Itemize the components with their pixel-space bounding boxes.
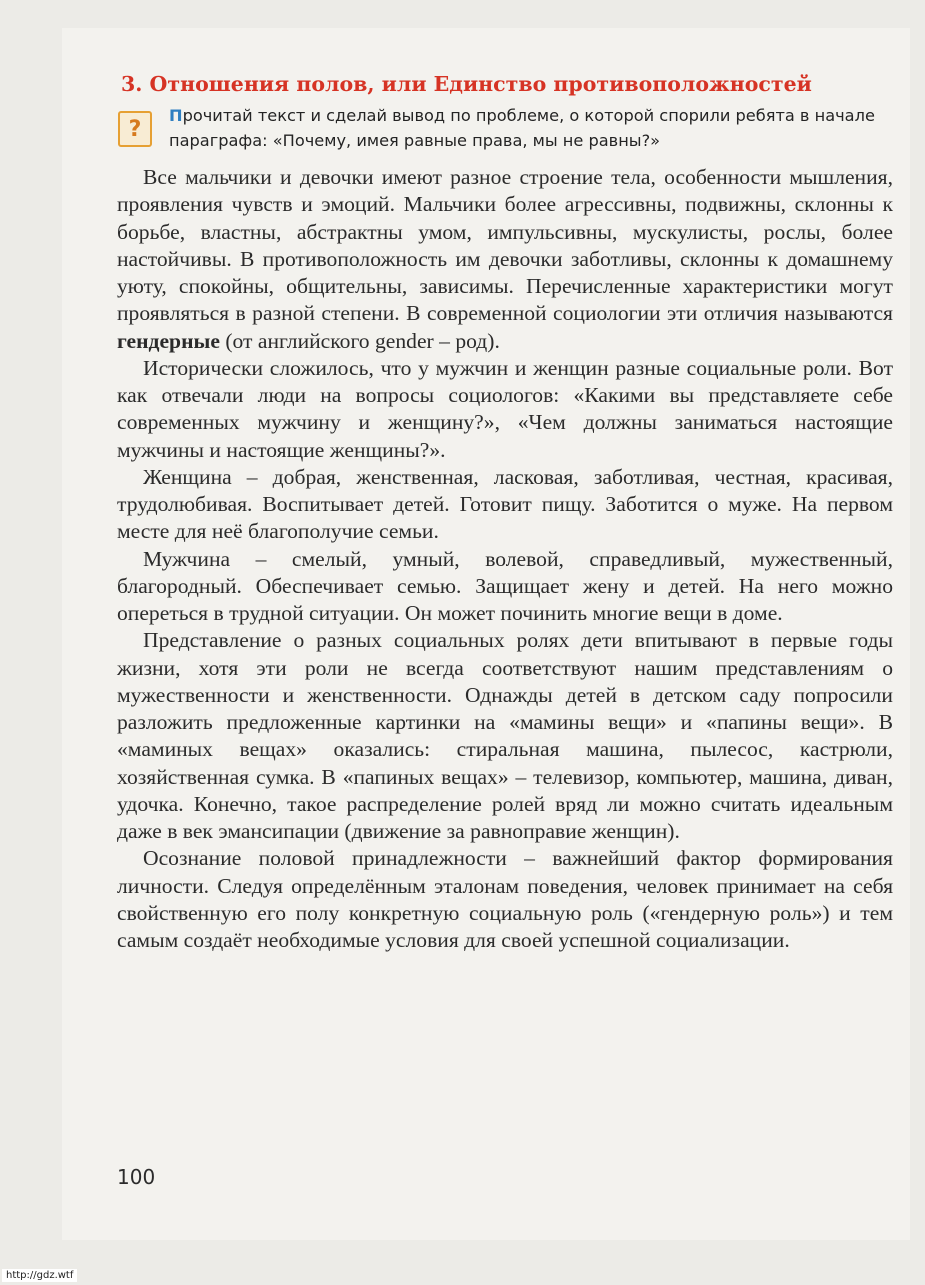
site-watermark: http://gdz.wtf: [2, 1269, 77, 1282]
question-icon: ?: [118, 111, 152, 147]
paragraph-man: Мужчина – смелый, умный, волевой, справедливый, мужественный, благородный. Обеспечивает семью. Защищает жену и детей. На него можно опереться в трудной ситуации. Он может починить многие вещи в доме.: [117, 546, 893, 625]
paragraph-woman: Женщина – добрая, женственная, ласковая, заботливая, честная, красивая, трудолюбивая. Воспитывает детей. Готовит пищу. Заботится о муже. На первом месте для неё благополучие семьи.: [117, 464, 893, 544]
paragraph-identity: Осознание половой принадлежности – важнейший фактор формирования личности. Следуя определённым эталонам поведения, человек принимает на себя свойственную его полу конкретную социальную роль («гендерную роль») и тем самым создаёт необходимые условия для своей успешной социализации.: [117, 846, 893, 952]
body-text: [117, 164, 893, 954]
paragraph-gender: [117, 164, 893, 355]
paragraph-gender-end: (от английского gender – род).: [225, 328, 500, 353]
section-heading: 3. Отношения полов, или Единство противоположностей: [121, 72, 812, 96]
task-body: рочитай текст и сделай вывод по проблеме, о которой спорили ребята в начале параграфа: «Почему, имея равные права, мы не равны?»: [169, 106, 875, 150]
term-gender: гендерные: [117, 328, 220, 353]
paragraph-social-roles: Исторически сложилось, что у мужчин и женщин разные социальные роли. Вот как отвечали люди на вопросы социологов: «Какими вы представляете себе современных мужчину и женщину?», «Чем должны заниматься настоящие мужчины и настоящие женщины?».: [117, 355, 893, 462]
paragraph-gender-start: Все мальчики и девочки имеют разное строение тела, особенности мышления, проявления чувств и эмоций. Мальчики более агрессивны, подвижны, склонны к борьбе, властны, абстрактны умом, импульсивны, мускулисты, рослы, более настойчивы. В противоположность им девочки заботливы, склонны к домашнему уюту, спокойны, общительны, зависимы. Перечисленные характеристики могут проявляться в разной степени. В современной социологии эти отличия называются: [117, 165, 893, 326]
task-text: [169, 103, 899, 153]
page-number: 100: [117, 1165, 156, 1189]
paragraph-children: Представление о разных социальных ролях дети впитывают в первые годы жизни, хотя эти роли не всегда соответствуют нашим представлениям о мужественности и женственности. Однажды детей в детском саду попросили разложить предложенные картинки на «мамины вещи» и «папины вещи». В «маминых вещах» оказались: стиральная машина, пылесос, кастрюли, хозяйственная сумка. В «папиных вещах» – телевизор, компьютер, машина, диван, удочка. Конечно, такое распределение ролей вряд ли можно считать идеальным даже в век эмансипации (движение за равноправие женщин).: [117, 628, 893, 843]
task-lead-letter: П: [169, 106, 183, 125]
